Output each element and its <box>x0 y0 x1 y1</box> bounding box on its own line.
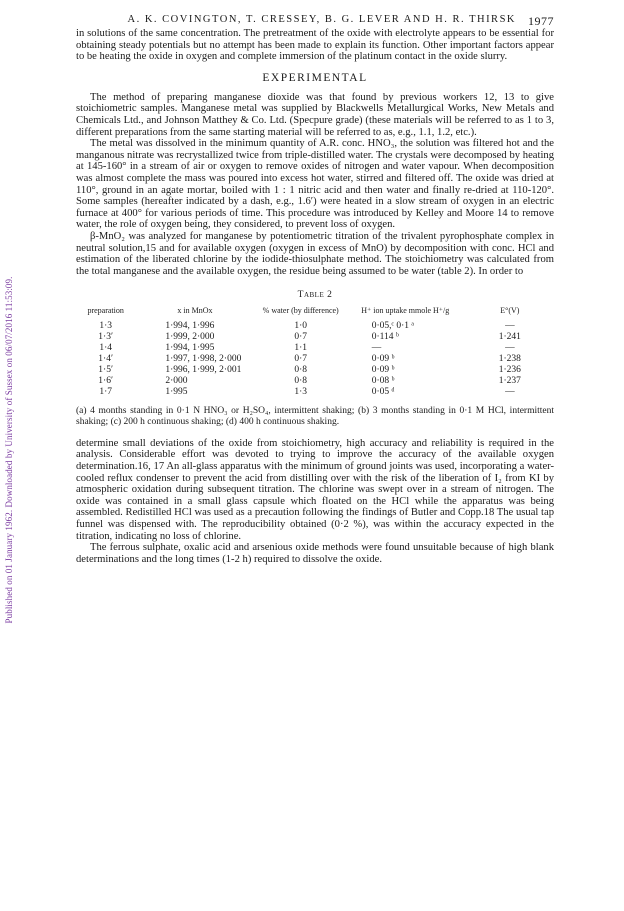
cell-uptake: 0·09 ᵇ <box>371 353 395 364</box>
table-row <box>76 354 554 365</box>
cell-preparation: 1·3 <box>99 320 112 331</box>
cell-potential: 1·241 <box>498 331 521 342</box>
cell-water: 0·8 <box>294 364 308 375</box>
cell-potential: — <box>505 320 515 331</box>
table-row <box>76 343 554 354</box>
cell-water: 0·7 <box>294 331 308 342</box>
cell-potential: 1·238 <box>498 353 521 364</box>
cell-uptake: 0·05 ᵈ <box>371 386 395 397</box>
table-row <box>76 376 554 387</box>
header-uptake: H⁺ ion uptake mmole H⁺/g <box>361 306 450 316</box>
running-authors: A. K. COVINGTON, T. CRESSEY, B. G. LEVER AND H. R. THIRSK <box>127 14 516 25</box>
paragraph-unsuitable-methods: The ferrous sulphate, oxalic acid and arsenious oxide methods were found unsuitable because of high blank determinations and the long times (1-2 h) required to dissolve the oxide. <box>76 542 554 565</box>
cell-preparation: 1·5′ <box>98 364 114 375</box>
cell-preparation: 1·3′ <box>98 331 114 342</box>
cell-x: 1·996, 1·999, 2·001 <box>165 364 242 375</box>
cell-preparation: 1·6′ <box>98 375 114 386</box>
page-body <box>76 14 554 565</box>
cell-uptake: 0·09 ᵇ <box>371 364 395 375</box>
cell-x: 1·995 <box>165 386 188 397</box>
cell-water: 1·3 <box>294 386 308 397</box>
cell-x: 2·000 <box>165 375 188 386</box>
paragraph-dissolution: The metal was dissolved in the minimum quantity of A.R. conc. HNO₃, the solution was filtered hot and the manganous nitrate was recrystallized twice from triple-distilled water. The crystals were decomposed by heating at 145-160° in a stream of air or oxygen to remove oxides of nitrogen and water vapour. When decomposition was almost complete the mass was poured into excess hot water, stirred and filtered off. The oxide was dried at 110°, ground in an agate mortar, boiled with 1 : 1 nitric acid and then water and finally re-dried at 110-120°. Some samples (hereafter indicated by a dash, e.g., 1.6′) were heated in a slow stream of oxygen in an electric furnace at 400° for various periods of time. This procedure was introduced by Kelley and Moore 14 to remove water, the role of oxygen being, they considered, to prevent loss of oxygen. <box>76 138 554 231</box>
header-water: % water (by difference) <box>262 306 339 316</box>
cell-water: 0·8 <box>294 375 308 386</box>
header-preparation: preparation <box>87 306 124 316</box>
paragraph-method: The method of preparing manganese dioxide was that found by previous workers 12, 13 to give stoichiometric samples. Manganese metal was supplied by Blackwells Metallurgical Works, New Metals and Chemicals Ltd., and Johnson Matthey & Co. Ltd. (Specpure grade) (these materials will be referred to as 1 to 3, different preparations from the same starting material will be referred to as, e.g., 1.1, 1.2, etc.). <box>76 91 554 138</box>
header-potential: E°(V) <box>500 306 520 316</box>
cell-x: 1·994, 1·995 <box>165 342 215 353</box>
table-row <box>76 387 554 398</box>
cell-potential: 1·237 <box>498 375 521 386</box>
cell-potential: — <box>505 386 515 397</box>
cell-uptake: 0·114 ᵇ <box>371 331 399 342</box>
cell-water: 1·1 <box>294 342 308 353</box>
table-footnote: (a) 4 months standing in 0·1 N HNO₃ or H₂SO₄, intermittent shaking; (b) 3 months standing in 0·1 M HCl, intermittent shaking; (c) 200 h continuous shaking; (d) 400 h continuous shaking. <box>76 405 554 427</box>
table-row <box>76 321 554 332</box>
running-header <box>76 14 554 28</box>
cell-preparation: 1·4′ <box>98 353 114 364</box>
table-header-row <box>76 306 554 321</box>
cell-x: 1·999, 2·000 <box>165 331 215 342</box>
cell-potential: 1·236 <box>498 364 521 375</box>
cell-uptake: 0·08 ᵇ <box>371 375 395 386</box>
cell-uptake: 0·05,ᶜ 0·1 ᵃ <box>371 320 414 331</box>
page-number: 1977 <box>528 14 554 28</box>
cell-uptake: — <box>371 342 382 353</box>
cell-x: 1·994, 1·996 <box>165 320 215 331</box>
data-table <box>76 306 554 398</box>
table-row <box>76 332 554 343</box>
download-sidebar <box>2 140 16 760</box>
cell-preparation: 1·4 <box>99 342 112 353</box>
header-x: x in MnOx <box>177 306 213 316</box>
cell-preparation: 1·7 <box>99 386 112 397</box>
paragraph-analysis: β-MnO₂ was analyzed for manganese by potentiometric titration of the trivalent pyrophosphate complex in neutral solution,15 and for available oxygen (oxygen in excess of MnO) by decomposition with conc. HCl and estimation of the liberated chlorine by the iodide-thiosulphate method. The stoichiometry was calculated from the total manganese and the available oxygen, the residue being assumed to be water (table 2). In order to <box>76 230 554 277</box>
cell-potential: — <box>505 342 515 353</box>
table-title: Table 2 <box>297 290 333 301</box>
table-row <box>76 365 554 376</box>
cell-water: 1·0 <box>294 320 308 331</box>
section-heading: EXPERIMENTAL <box>262 71 368 84</box>
download-notice: Published on 01 January 1962. Downloaded by University of Sussex on 06/07/2016 11:53:09. <box>4 276 14 624</box>
cell-x: 1·997, 1·998, 2·000 <box>165 353 242 364</box>
intro-paragraph: in solutions of the same concentration. The pretreatment of the oxide with electrolyte appears to be essential for obtaining steady potentials but no attempt has been made to explain its function. Other important factors appear to be heating the oxide in oxygen and complete immersion of the platinum contact in the oxide slurry. <box>76 28 554 63</box>
paragraph-stoichiometry: determine small deviations of the oxide from stoichiometry, high accuracy and reliability is required in the analysis. Considerable effort was devoted to trying to improve the accuracy of the available oxygen determination.16, 17 An all-glass apparatus with the minimum of ground joints was used, incorporating a water-cooled reflux condenser to prevent the acid from distilling over with the risk of the liberation of I₂ from KI by atmospheric oxidation during subsequent titration. The chlorine was swept over in a stream of nitrogen. The oxide was contained in a small glass capsule which floated on the HCl while the apparatus was being assembled. Redistilled HCl was used as a precaution following the findings of Butler and Copp.18 The usual tap funnel was dispensed with. The reproducibility obtained (0·2 %), was within the accuracy expected in the titration, indicating no loss of chlorine. <box>76 437 554 542</box>
cell-water: 0·7 <box>294 353 308 364</box>
